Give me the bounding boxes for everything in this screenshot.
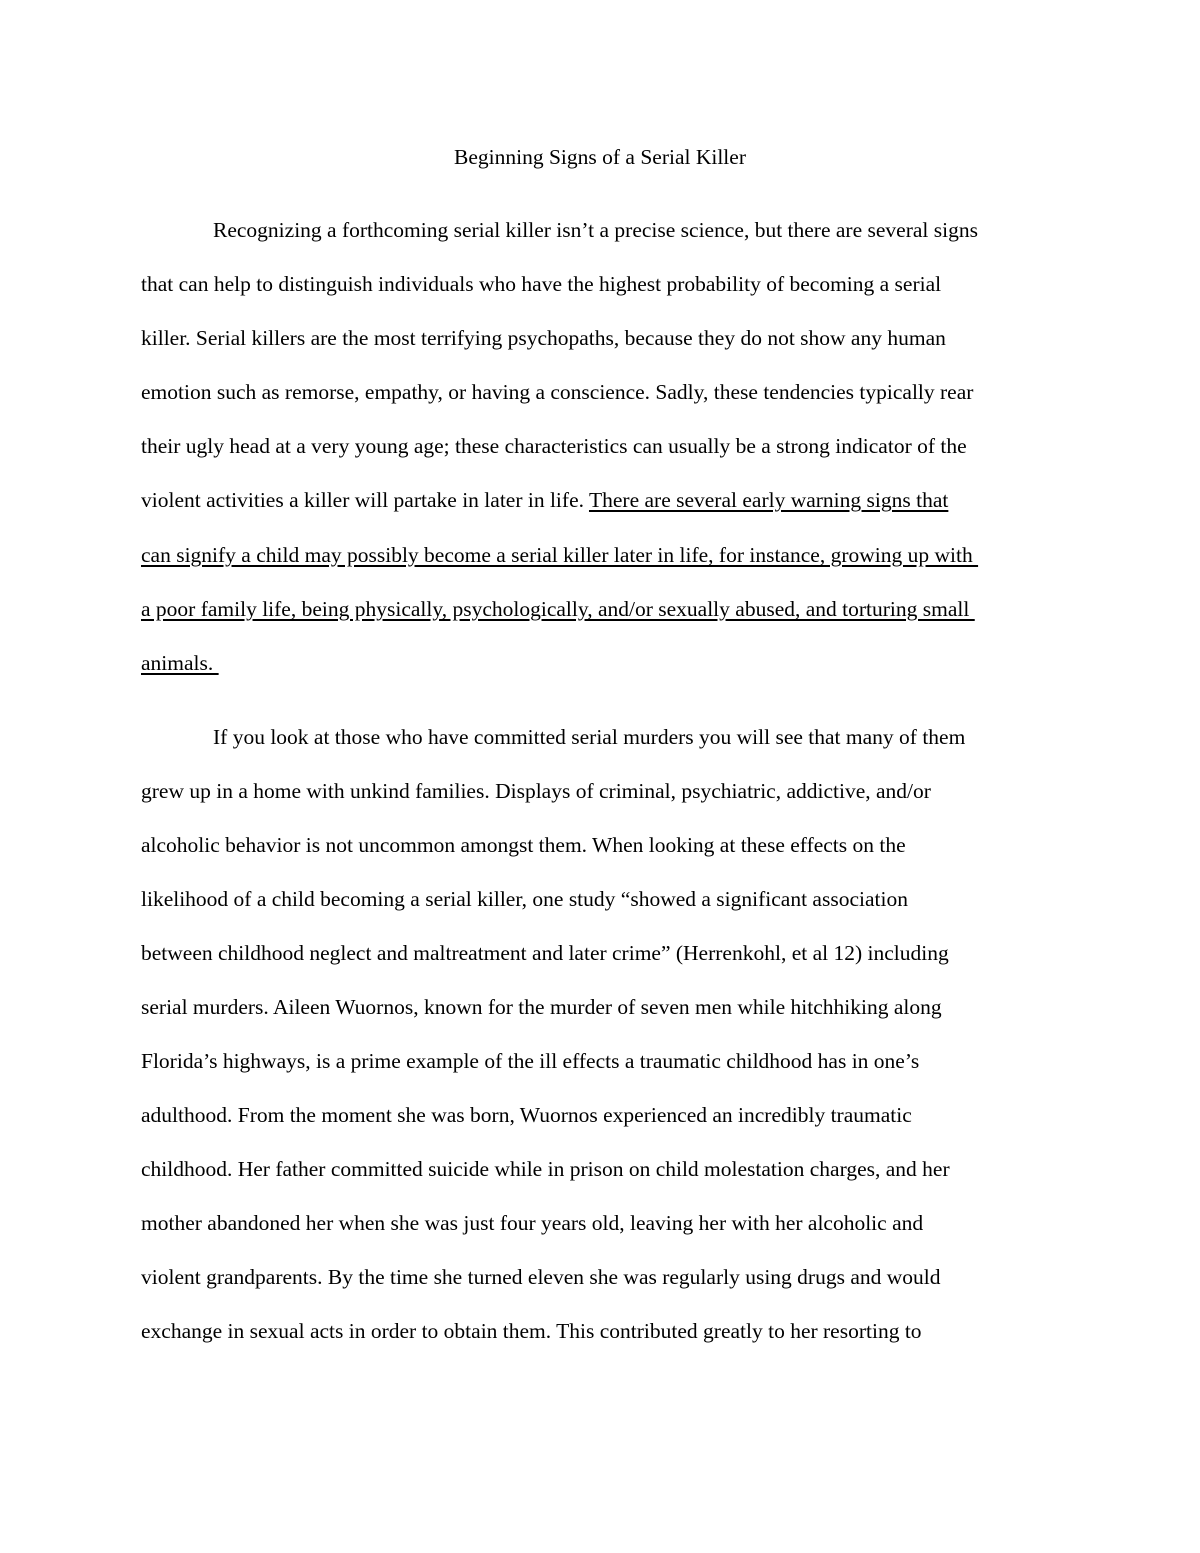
paragraph-1-line-6-text: violent activities a killer will partake in later in life. xyxy=(141,488,589,512)
paragraph-1-line-4: emotion such as remorse, empathy, or having a conscience. Sadly, these tendencies typically rear xyxy=(141,380,974,404)
paragraph-2-line-2: grew up in a home with unkind families. Displays of criminal, psychiatric, addictive, and/or xyxy=(141,779,931,803)
paragraph-1-line-2: that can help to distinguish individuals who have the highest probability of becoming a serial xyxy=(141,272,942,296)
paragraph-2-line-10: mother abandoned her when she was just four years old, leaving her with her alcoholic and xyxy=(141,1211,924,1235)
paragraph-1-line-6 xyxy=(141,485,948,515)
underlined-thesis-line-4: animals. xyxy=(141,651,219,675)
paragraph-2-line-1: If you look at those who have committed serial murders you will see that many of them xyxy=(213,725,966,749)
underlined-thesis-line-3: a poor family life, being physically, psychologically, and/or sexually abused, and torturing small xyxy=(141,597,975,621)
paragraph-1-line-3: killer. Serial killers are the most terrifying psychopaths, because they do not show any human xyxy=(141,326,946,350)
underlined-thesis-start: There are several early warning signs that xyxy=(588,488,949,512)
paragraph-2-line-4: likelihood of a child becoming a serial killer, one study “showed a significant association xyxy=(141,887,908,911)
document-title: Beginning Signs of a Serial Killer xyxy=(453,145,746,169)
paragraph-2-line-8: adulthood. From the moment she was born, Wuornos experienced an incredibly traumatic xyxy=(141,1103,912,1127)
paragraph-2-line-11: violent grandparents. By the time she turned eleven she was regularly using drugs and would xyxy=(141,1265,941,1289)
paragraph-2-line-9: childhood. Her father committed suicide while in prison on child molestation charges, and her xyxy=(141,1157,950,1181)
underlined-thesis-line-2: can signify a child may possibly become a serial killer later in life, for instance, growing up with xyxy=(141,543,979,567)
paragraph-2-line-7: Florida’s highways, is a prime example of the ill effects a traumatic childhood has in one’s xyxy=(141,1049,920,1073)
paragraph-2-line-12: exchange in sexual acts in order to obtain them. This contributed greatly to her resorting to xyxy=(141,1319,922,1343)
paragraph-2-line-5: between childhood neglect and maltreatment and later crime” (Herrenkohl, et al 12) including xyxy=(141,941,949,965)
paragraph-2-line-3: alcoholic behavior is not uncommon amongst them. When looking at these effects on the xyxy=(141,833,906,857)
paragraph-2-line-6: serial murders. Aileen Wuornos, known for the murder of seven men while hitchhiking along xyxy=(141,995,942,1019)
paragraph-1-line-1: Recognizing a forthcoming serial killer isn’t a precise science, but there are several signs xyxy=(213,218,978,242)
paragraph-1-line-5: their ugly head at a very young age; these characteristics can usually be a strong indicator of the xyxy=(141,434,967,458)
